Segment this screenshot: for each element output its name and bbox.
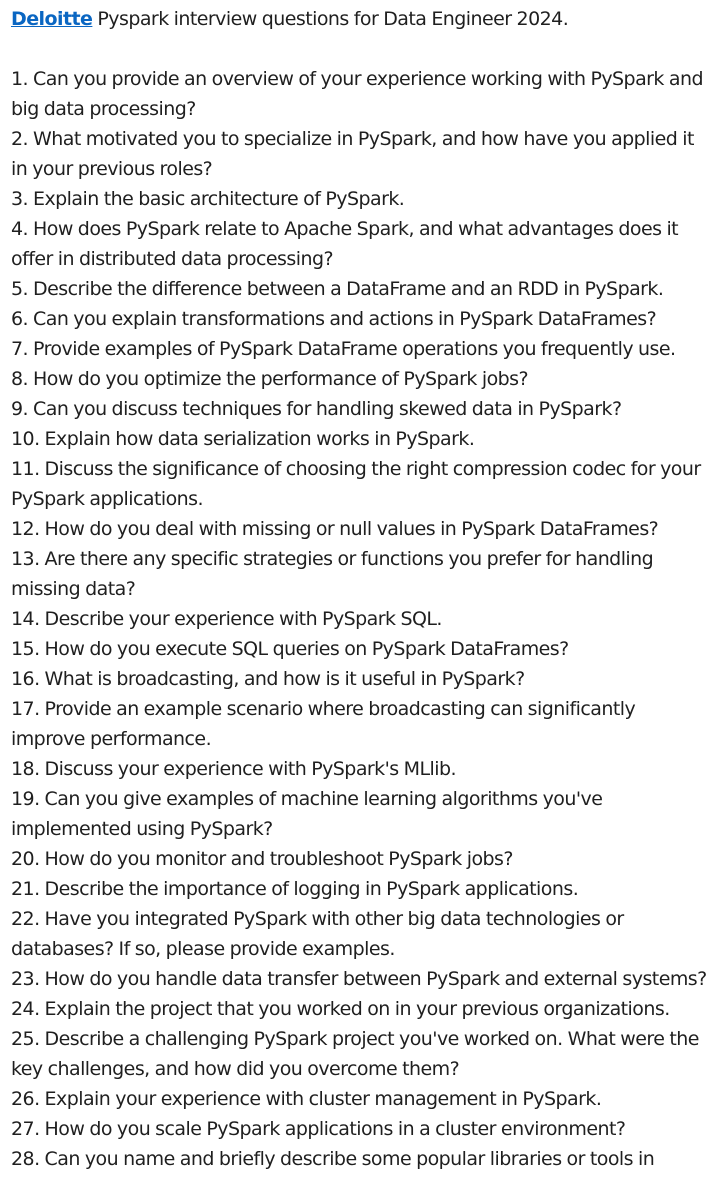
- question-item: 3. Explain the basic architecture of PySpark.: [11, 188, 405, 210]
- post-body: [11, 4, 707, 1174]
- question-item: 1. Can you provide an overview of your experience working with PySpark and big data processing?: [11, 68, 703, 120]
- question-item: 25. Describe a challenging PySpark project you've worked on. What were the key challenges, and how did you overcome them?: [11, 1028, 699, 1080]
- question-item: 6. Can you explain transformations and actions in PySpark DataFrames?: [11, 308, 657, 330]
- question-item: 13. Are there any specific strategies or functions you prefer for handling missing data?: [11, 548, 654, 600]
- question-item: 10. Explain how data serialization works in PySpark.: [11, 428, 475, 450]
- question-item: 9. Can you discuss techniques for handling skewed data in PySpark?: [11, 398, 622, 420]
- question-item: 5. Describe the difference between a DataFrame and an RDD in PySpark.: [11, 278, 664, 300]
- question-item: 11. Discuss the significance of choosing the right compression codec for your PySpark applications.: [11, 458, 701, 510]
- question-item: 16. What is broadcasting, and how is it useful in PySpark?: [11, 668, 525, 690]
- question-item: 27. How do you scale PySpark applications in a cluster environment?: [11, 1118, 626, 1140]
- question-item: 17. Provide an example scenario where broadcasting can significantly improve performance.: [11, 698, 636, 750]
- post-headline: [11, 4, 707, 34]
- question-item: 21. Describe the importance of logging in PySpark applications.: [11, 878, 579, 900]
- question-list: [11, 64, 707, 1174]
- question-item: 24. Explain the project that you worked on in your previous organizations.: [11, 998, 670, 1020]
- headline-text: Pyspark interview questions for Data Engineer 2024.: [92, 8, 569, 30]
- question-item: 22. Have you integrated PySpark with other big data technologies or databases? If so, please provide examples.: [11, 908, 624, 960]
- question-item: 14. Describe your experience with PySpark SQL.: [11, 608, 442, 630]
- question-item: 4. How does PySpark relate to Apache Spark, and what advantages does it offer in distributed data processing?: [11, 218, 679, 270]
- question-item: 7. Provide examples of PySpark DataFrame operations you frequently use.: [11, 338, 676, 360]
- question-item: 8. How do you optimize the performance of PySpark jobs?: [11, 368, 529, 390]
- question-item: 18. Discuss your experience with PySpark's MLlib.: [11, 758, 456, 780]
- question-item: 23. How do you handle data transfer between PySpark and external systems?: [11, 968, 707, 990]
- question-item: 20. How do you monitor and troubleshoot PySpark jobs?: [11, 848, 513, 870]
- question-item: 28. Can you name and briefly describe some popular libraries or tools in: [11, 1148, 655, 1170]
- question-item: 19. Can you give examples of machine learning algorithms you've implemented using PySpark?: [11, 788, 603, 840]
- question-item: 2. What motivated you to specialize in PySpark, and how have you applied it in your previous roles?: [11, 128, 694, 180]
- blank-line: [11, 34, 707, 64]
- question-item: 12. How do you deal with missing or null values in PySpark DataFrames?: [11, 518, 659, 540]
- company-mention-link[interactable]: Deloitte: [11, 8, 93, 30]
- question-item: 15. How do you execute SQL queries on PySpark DataFrames?: [11, 638, 569, 660]
- question-item: 26. Explain your experience with cluster management in PySpark.: [11, 1088, 602, 1110]
